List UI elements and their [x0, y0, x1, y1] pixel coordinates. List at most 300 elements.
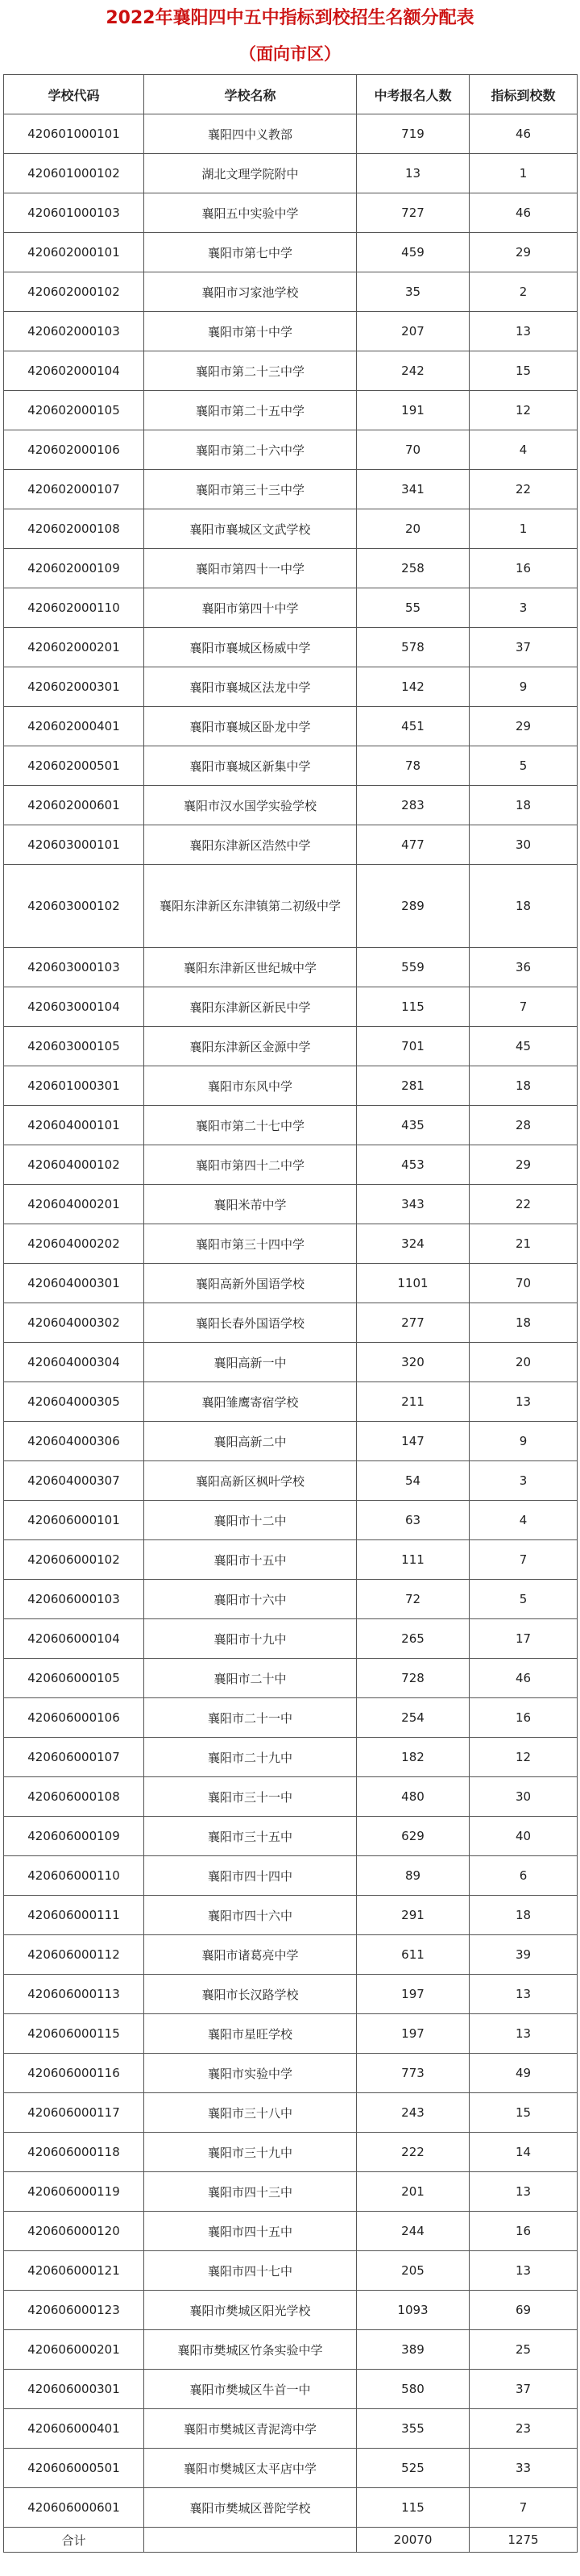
school-name-cell: 襄阳市四十三中 — [144, 2172, 357, 2212]
table-row — [4, 1106, 578, 1145]
school-code-cell: 420604000306 — [4, 1422, 144, 1461]
quota-cell: 3 — [470, 588, 578, 628]
school-name-cell: 襄阳东津新区新民中学 — [144, 987, 357, 1027]
school-code-cell: 420606000105 — [4, 1659, 144, 1698]
quota-cell: 18 — [470, 1066, 578, 1106]
school-name-cell: 襄阳市十二中 — [144, 1501, 357, 1540]
column-header-quota: 指标到校数 — [470, 75, 578, 114]
school-code-cell: 420606000115 — [4, 2014, 144, 2054]
school-code-cell: 420602000401 — [4, 707, 144, 746]
table-row — [4, 1896, 578, 1935]
table-row — [4, 825, 578, 865]
quota-cell: 22 — [470, 470, 578, 509]
applicants-cell: 289 — [357, 865, 470, 948]
school-code-cell: 420606000113 — [4, 1975, 144, 2014]
applicants-cell: 453 — [357, 1145, 470, 1185]
school-code-cell: 420601000102 — [4, 154, 144, 193]
school-name-cell: 襄阳高新二中 — [144, 1422, 357, 1461]
quota-cell: 4 — [470, 1501, 578, 1540]
applicants-cell: 265 — [357, 1619, 470, 1659]
quota-cell: 13 — [470, 2014, 578, 2054]
quota-table — [3, 74, 578, 2553]
applicants-cell: 629 — [357, 1817, 470, 1856]
total-quota: 1275 — [470, 2528, 578, 2553]
table-header-row — [4, 75, 578, 114]
quota-cell: 6 — [470, 1856, 578, 1896]
applicants-cell: 242 — [357, 351, 470, 391]
school-name-cell: 襄阳市二十一中 — [144, 1698, 357, 1738]
school-code-cell: 420606000103 — [4, 1580, 144, 1619]
table-row — [4, 948, 578, 987]
quota-cell: 33 — [470, 2449, 578, 2488]
school-name-cell: 襄阳东津新区金源中学 — [144, 1027, 357, 1066]
quota-cell: 45 — [470, 1027, 578, 1066]
school-name-cell: 襄阳市襄城区卧龙中学 — [144, 707, 357, 746]
school-code-cell: 420606000107 — [4, 1738, 144, 1777]
table-row — [4, 509, 578, 549]
table-row — [4, 1856, 578, 1896]
school-name-cell: 襄阳市三十九中 — [144, 2133, 357, 2172]
applicants-cell: 580 — [357, 2370, 470, 2409]
quota-cell: 49 — [470, 2054, 578, 2093]
applicants-cell: 197 — [357, 2014, 470, 2054]
school-name-cell: 襄阳五中实验中学 — [144, 193, 357, 233]
applicants-cell: 283 — [357, 786, 470, 825]
applicants-cell: 773 — [357, 2054, 470, 2093]
school-code-cell: 420603000103 — [4, 948, 144, 987]
applicants-cell: 477 — [357, 825, 470, 865]
applicants-cell: 201 — [357, 2172, 470, 2212]
table-row — [4, 2488, 578, 2528]
applicants-cell: 35 — [357, 272, 470, 312]
document-title: 2022年襄阳四中五中指标到校招生名额分配表 — [106, 8, 474, 28]
school-name-cell: 襄阳市樊城区竹条实验中学 — [144, 2330, 357, 2370]
school-name-cell: 襄阳市习家池学校 — [144, 272, 357, 312]
applicants-cell: 281 — [357, 1066, 470, 1106]
school-code-cell: 420604000307 — [4, 1461, 144, 1501]
school-code-cell: 420606000106 — [4, 1698, 144, 1738]
school-code-cell: 420604000301 — [4, 1264, 144, 1303]
school-code-cell: 420606000104 — [4, 1619, 144, 1659]
applicants-cell: 111 — [357, 1540, 470, 1580]
table-row — [4, 2449, 578, 2488]
table-row — [4, 1698, 578, 1738]
table-row — [4, 707, 578, 746]
quota-cell: 9 — [470, 1422, 578, 1461]
applicants-cell: 197 — [357, 1975, 470, 2014]
school-name-cell: 襄阳四中义教部 — [144, 114, 357, 154]
column-header-code: 学校代码 — [4, 75, 144, 114]
school-name-cell: 襄阳市东风中学 — [144, 1066, 357, 1106]
school-name-cell: 襄阳市樊城区阳光学校 — [144, 2291, 357, 2330]
total-applicants: 20070 — [357, 2528, 470, 2553]
school-code-cell: 420606000111 — [4, 1896, 144, 1935]
quota-cell: 29 — [470, 707, 578, 746]
quota-cell: 23 — [470, 2409, 578, 2449]
school-code-cell: 420602000601 — [4, 786, 144, 825]
table-row — [4, 351, 578, 391]
quota-cell: 13 — [470, 1975, 578, 2014]
applicants-cell: 578 — [357, 628, 470, 667]
school-name-cell: 襄阳市樊城区普陀学校 — [144, 2488, 357, 2528]
table-row — [4, 2014, 578, 2054]
applicants-cell: 320 — [357, 1343, 470, 1382]
quota-cell: 40 — [470, 1817, 578, 1856]
quota-cell: 29 — [470, 233, 578, 272]
school-code-cell: 420604000102 — [4, 1145, 144, 1185]
school-name-cell: 襄阳市汉水国学实验学校 — [144, 786, 357, 825]
school-name-cell: 襄阳市十五中 — [144, 1540, 357, 1580]
quota-cell: 21 — [470, 1224, 578, 1264]
table-row — [4, 1975, 578, 2014]
applicants-cell: 207 — [357, 312, 470, 351]
table-row — [4, 1501, 578, 1540]
applicants-cell: 182 — [357, 1738, 470, 1777]
school-code-cell: 420602000106 — [4, 430, 144, 470]
school-name-cell: 襄阳东津新区东津镇第二初级中学 — [144, 865, 357, 948]
school-name-cell: 襄阳市四十四中 — [144, 1856, 357, 1896]
table-row — [4, 1935, 578, 1975]
quota-cell: 18 — [470, 1896, 578, 1935]
applicants-cell: 525 — [357, 2449, 470, 2488]
quota-cell: 12 — [470, 391, 578, 430]
school-code-cell: 420606000112 — [4, 1935, 144, 1975]
school-code-cell: 420606000101 — [4, 1501, 144, 1540]
school-name-cell: 襄阳高新一中 — [144, 1343, 357, 1382]
school-code-cell: 420603000104 — [4, 987, 144, 1027]
table-row — [4, 2054, 578, 2093]
applicants-cell: 459 — [357, 233, 470, 272]
table-row — [4, 2330, 578, 2370]
school-code-cell: 420604000201 — [4, 1185, 144, 1224]
quota-cell: 29 — [470, 1145, 578, 1185]
table-row — [4, 628, 578, 667]
school-name-cell: 襄阳市三十五中 — [144, 1817, 357, 1856]
table-row — [4, 233, 578, 272]
applicants-cell: 480 — [357, 1777, 470, 1817]
quota-cell: 7 — [470, 987, 578, 1027]
table-row — [4, 1738, 578, 1777]
school-name-cell: 襄阳市四十七中 — [144, 2251, 357, 2291]
school-name-cell: 襄阳市襄城区新集中学 — [144, 746, 357, 786]
table-row — [4, 1422, 578, 1461]
quota-cell: 12 — [470, 1738, 578, 1777]
quota-cell: 25 — [470, 2330, 578, 2370]
quota-cell: 13 — [470, 1382, 578, 1422]
school-code-cell: 420602000105 — [4, 391, 144, 430]
school-name-cell: 襄阳长春外国语学校 — [144, 1303, 357, 1343]
quota-cell: 36 — [470, 948, 578, 987]
school-name-cell: 襄阳市星旺学校 — [144, 2014, 357, 2054]
total-row — [4, 2528, 578, 2553]
table-row — [4, 786, 578, 825]
table-row — [4, 588, 578, 628]
school-code-cell: 420606000117 — [4, 2093, 144, 2133]
school-name-cell: 襄阳市第二十三中学 — [144, 351, 357, 391]
applicants-cell: 727 — [357, 193, 470, 233]
applicants-cell: 70 — [357, 430, 470, 470]
school-code-cell: 420606000110 — [4, 1856, 144, 1896]
quota-cell: 18 — [470, 1303, 578, 1343]
school-name-cell: 襄阳市第二十七中学 — [144, 1106, 357, 1145]
applicants-cell: 244 — [357, 2212, 470, 2251]
quota-cell: 13 — [470, 2172, 578, 2212]
table-row — [4, 1303, 578, 1343]
table-row — [4, 154, 578, 193]
school-name-cell: 襄阳市四十五中 — [144, 2212, 357, 2251]
table-row — [4, 667, 578, 707]
applicants-cell: 701 — [357, 1027, 470, 1066]
school-code-cell: 420602000102 — [4, 272, 144, 312]
school-code-cell: 420606000108 — [4, 1777, 144, 1817]
applicants-cell: 719 — [357, 114, 470, 154]
column-header-name: 学校名称 — [144, 75, 357, 114]
table-row — [4, 1540, 578, 1580]
school-name-cell: 襄阳市第四十中学 — [144, 588, 357, 628]
school-name-cell: 襄阳高新区枫叶学校 — [144, 1461, 357, 1501]
school-code-cell: 420603000101 — [4, 825, 144, 865]
quota-cell: 1 — [470, 154, 578, 193]
applicants-cell: 115 — [357, 987, 470, 1027]
applicants-cell: 243 — [357, 2093, 470, 2133]
school-code-cell: 420604000101 — [4, 1106, 144, 1145]
school-name-cell: 襄阳市十六中 — [144, 1580, 357, 1619]
applicants-cell: 191 — [357, 391, 470, 430]
quota-cell: 16 — [470, 549, 578, 588]
school-name-cell: 襄阳市樊城区牛首一中 — [144, 2370, 357, 2409]
applicants-cell: 611 — [357, 1935, 470, 1975]
table-row — [4, 2251, 578, 2291]
applicants-cell: 258 — [357, 549, 470, 588]
table-row — [4, 865, 578, 948]
school-code-cell: 420606000601 — [4, 2488, 144, 2528]
column-header-applicants: 中考报名人数 — [357, 75, 470, 114]
school-name-cell: 襄阳东津新区浩然中学 — [144, 825, 357, 865]
table-row — [4, 2172, 578, 2212]
quota-cell: 46 — [470, 1659, 578, 1698]
applicants-cell: 20 — [357, 509, 470, 549]
school-name-cell: 襄阳市十九中 — [144, 1619, 357, 1659]
quota-cell: 20 — [470, 1343, 578, 1382]
table-row — [4, 2093, 578, 2133]
quota-cell: 16 — [470, 1698, 578, 1738]
school-name-cell: 襄阳市第三十四中学 — [144, 1224, 357, 1264]
school-code-cell: 420601000103 — [4, 193, 144, 233]
quota-cell: 70 — [470, 1264, 578, 1303]
quota-cell: 4 — [470, 430, 578, 470]
applicants-cell: 211 — [357, 1382, 470, 1422]
school-name-cell: 襄阳市实验中学 — [144, 2054, 357, 2093]
quota-cell: 22 — [470, 1185, 578, 1224]
school-code-cell: 420602000101 — [4, 233, 144, 272]
school-code-cell: 420606000116 — [4, 2054, 144, 2093]
quota-cell: 15 — [470, 2093, 578, 2133]
table-row — [4, 272, 578, 312]
applicants-cell: 115 — [357, 2488, 470, 2528]
applicants-cell: 324 — [357, 1224, 470, 1264]
quota-cell: 18 — [470, 865, 578, 948]
school-name-cell: 襄阳东津新区世纪城中学 — [144, 948, 357, 987]
school-name-cell: 襄阳市四十六中 — [144, 1896, 357, 1935]
applicants-cell: 343 — [357, 1185, 470, 1224]
table-row — [4, 2291, 578, 2330]
school-name-cell: 襄阳市二十中 — [144, 1659, 357, 1698]
school-name-cell: 襄阳市第四十一中学 — [144, 549, 357, 588]
table-row — [4, 1619, 578, 1659]
quota-cell: 13 — [470, 312, 578, 351]
table-row — [4, 1066, 578, 1106]
school-name-cell: 襄阳市樊城区太平店中学 — [144, 2449, 357, 2488]
school-name-cell: 襄阳市第二十五中学 — [144, 391, 357, 430]
applicants-cell: 63 — [357, 1501, 470, 1540]
school-code-cell: 420603000105 — [4, 1027, 144, 1066]
applicants-cell: 451 — [357, 707, 470, 746]
school-name-cell: 襄阳市诸葛亮中学 — [144, 1935, 357, 1975]
quota-cell: 9 — [470, 667, 578, 707]
table-row — [4, 2409, 578, 2449]
quota-cell: 7 — [470, 2488, 578, 2528]
total-label: 合计 — [4, 2528, 144, 2553]
document-subtitle: （面向市区） — [239, 44, 341, 64]
school-code-cell: 420606000201 — [4, 2330, 144, 2370]
table-row — [4, 1145, 578, 1185]
school-code-cell: 420604000302 — [4, 1303, 144, 1343]
table-row — [4, 1185, 578, 1224]
table-row — [4, 1461, 578, 1501]
applicants-cell: 13 — [357, 154, 470, 193]
quota-cell: 39 — [470, 1935, 578, 1975]
quota-cell: 37 — [470, 628, 578, 667]
school-name-cell: 襄阳市第七中学 — [144, 233, 357, 272]
table-row — [4, 2212, 578, 2251]
table-row — [4, 430, 578, 470]
applicants-cell: 222 — [357, 2133, 470, 2172]
school-name-cell: 湖北文理学院附中 — [144, 154, 357, 193]
quota-cell: 5 — [470, 746, 578, 786]
table-row — [4, 987, 578, 1027]
quota-cell: 17 — [470, 1619, 578, 1659]
quota-cell: 37 — [470, 2370, 578, 2409]
applicants-cell: 54 — [357, 1461, 470, 1501]
school-code-cell: 420601000101 — [4, 114, 144, 154]
school-name-cell: 襄阳市襄城区文武学校 — [144, 509, 357, 549]
school-name-cell: 襄阳米芾中学 — [144, 1185, 357, 1224]
school-code-cell: 420606000121 — [4, 2251, 144, 2291]
school-code-cell: 420606000102 — [4, 1540, 144, 1580]
quota-cell: 30 — [470, 1777, 578, 1817]
applicants-cell: 1093 — [357, 2291, 470, 2330]
table-row — [4, 746, 578, 786]
applicants-cell: 277 — [357, 1303, 470, 1343]
table-row — [4, 114, 578, 154]
school-code-cell: 420604000304 — [4, 1343, 144, 1382]
school-name-cell: 襄阳市三十一中 — [144, 1777, 357, 1817]
applicants-cell: 72 — [357, 1580, 470, 1619]
school-code-cell: 420606000301 — [4, 2370, 144, 2409]
applicants-cell: 291 — [357, 1896, 470, 1935]
table-row — [4, 549, 578, 588]
applicants-cell: 205 — [357, 2251, 470, 2291]
applicants-cell: 89 — [357, 1856, 470, 1896]
school-code-cell: 420606000118 — [4, 2133, 144, 2172]
applicants-cell: 728 — [357, 1659, 470, 1698]
school-code-cell: 420602000104 — [4, 351, 144, 391]
quota-cell: 3 — [470, 1461, 578, 1501]
applicants-cell: 389 — [357, 2330, 470, 2370]
applicants-cell: 1101 — [357, 1264, 470, 1303]
school-name-cell: 襄阳市第三十三中学 — [144, 470, 357, 509]
school-name-cell: 襄阳市樊城区青泥湾中学 — [144, 2409, 357, 2449]
quota-cell: 18 — [470, 786, 578, 825]
school-code-cell: 420602000201 — [4, 628, 144, 667]
school-name-cell: 襄阳市二十九中 — [144, 1738, 357, 1777]
table-row — [4, 1264, 578, 1303]
school-code-cell: 420602000108 — [4, 509, 144, 549]
table-row — [4, 1659, 578, 1698]
quota-cell: 2 — [470, 272, 578, 312]
table-body — [4, 114, 578, 2528]
school-name-cell: 襄阳市第四十二中学 — [144, 1145, 357, 1185]
applicants-cell: 78 — [357, 746, 470, 786]
applicants-cell: 55 — [357, 588, 470, 628]
school-name-cell: 襄阳高新外国语学校 — [144, 1264, 357, 1303]
quota-cell: 69 — [470, 2291, 578, 2330]
school-code-cell: 420602000301 — [4, 667, 144, 707]
quota-cell: 16 — [470, 2212, 578, 2251]
school-name-cell: 襄阳市襄城区杨威中学 — [144, 628, 357, 667]
quota-cell: 46 — [470, 193, 578, 233]
applicants-cell: 559 — [357, 948, 470, 987]
quota-cell: 14 — [470, 2133, 578, 2172]
school-name-cell: 襄阳市长汉路学校 — [144, 1975, 357, 2014]
table-row — [4, 1777, 578, 1817]
table-row — [4, 391, 578, 430]
school-name-cell: 襄阳市第二十六中学 — [144, 430, 357, 470]
table-row — [4, 1343, 578, 1382]
quota-cell: 1 — [470, 509, 578, 549]
table-row — [4, 1817, 578, 1856]
applicants-cell: 254 — [357, 1698, 470, 1738]
quota-cell: 46 — [470, 114, 578, 154]
school-name-cell: 襄阳市第十中学 — [144, 312, 357, 351]
applicants-cell: 341 — [357, 470, 470, 509]
school-code-cell: 420604000305 — [4, 1382, 144, 1422]
table-row — [4, 1382, 578, 1422]
school-code-cell: 420606000119 — [4, 2172, 144, 2212]
quota-cell: 15 — [470, 351, 578, 391]
table-row — [4, 2370, 578, 2409]
school-code-cell: 420602000109 — [4, 549, 144, 588]
table-row — [4, 193, 578, 233]
applicants-cell: 142 — [357, 667, 470, 707]
quota-cell: 7 — [470, 1540, 578, 1580]
school-code-cell: 420606000109 — [4, 1817, 144, 1856]
school-name-cell: 襄阳市三十八中 — [144, 2093, 357, 2133]
table-row — [4, 312, 578, 351]
table-row — [4, 1027, 578, 1066]
table-row — [4, 2133, 578, 2172]
school-name-cell: 襄阳市襄城区法龙中学 — [144, 667, 357, 707]
school-code-cell: 420602000107 — [4, 470, 144, 509]
school-code-cell: 420606000401 — [4, 2409, 144, 2449]
quota-cell: 30 — [470, 825, 578, 865]
table-row — [4, 1224, 578, 1264]
quota-cell: 5 — [470, 1580, 578, 1619]
school-code-cell: 420602000501 — [4, 746, 144, 786]
quota-cell: 28 — [470, 1106, 578, 1145]
school-code-cell: 420601000301 — [4, 1066, 144, 1106]
quota-cell: 13 — [470, 2251, 578, 2291]
